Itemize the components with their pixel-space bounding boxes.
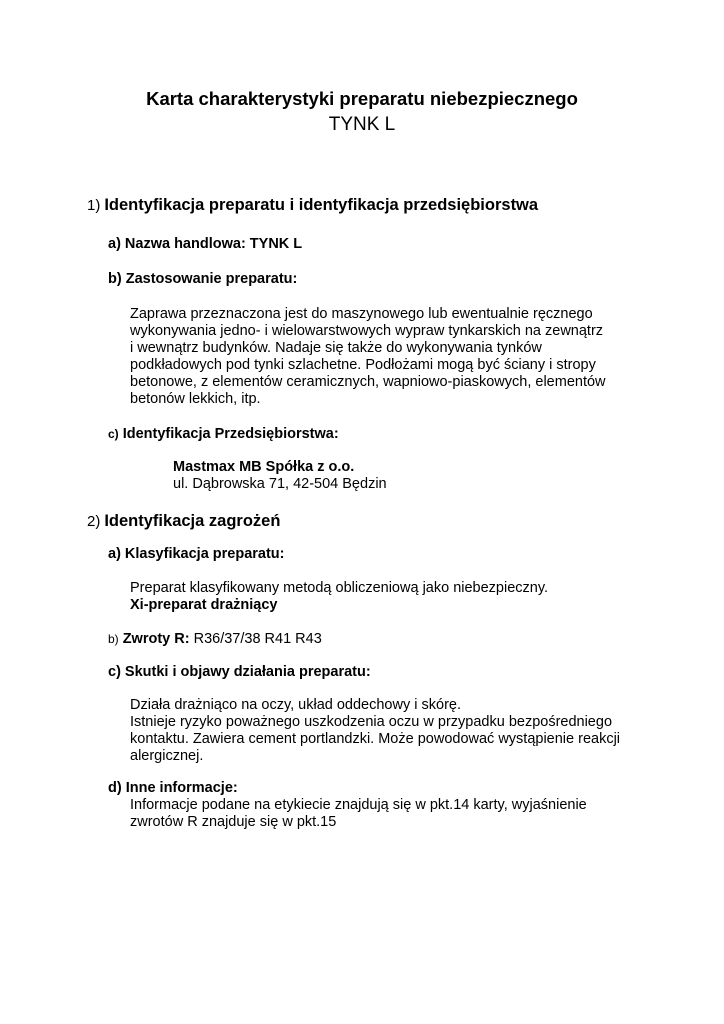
section-1c-label: Identyfikacja Przedsiębiorstwa: <box>122 426 339 442</box>
section-1-heading <box>87 196 538 215</box>
text-line: zwrotów R znajduje się w pkt.15 <box>130 814 337 830</box>
company-name: Mastmax MB Spółka z o.o. <box>173 459 355 475</box>
text-line: Informacje podane na etykiecie znajdują się w pkt.14 karty, wyjaśnienie <box>130 797 587 813</box>
document-title: Karta charakterystyki preparatu niebezpiecznego <box>146 88 578 109</box>
text-line: betonów lekkich, itp. <box>130 391 261 407</box>
text-line: Zaprawa przeznaczona jest do maszynowego lub ewentualnie ręcznego <box>130 306 593 322</box>
section-2-title: Identyfikacja zagrożeń <box>104 512 281 530</box>
text-line: kontaktu. Zawiera cement portlandzki. Może powodować wystąpienie reakcji <box>130 731 621 747</box>
section-2c-text <box>130 697 620 765</box>
text-line: alergicznej. <box>130 748 204 764</box>
company-address: ul. Dąbrowska 71, 42-504 Będzin <box>173 476 387 492</box>
section-2b-label: Zwroty R: <box>122 631 190 647</box>
section-2d-text <box>130 797 587 831</box>
section-1-title: Identyfikacja preparatu i identyfikacja przedsiębiorstwa <box>104 196 539 214</box>
section-2b-letter: b) <box>108 632 119 646</box>
section-1c-heading <box>108 426 339 442</box>
text-line: podkładowych pod tynki szlachetne. Podłożami mogą być ściany i stropy <box>130 357 596 373</box>
text-line: wykonywania jedno- i wielowarstwowych wypraw tynkarskich na zewnątrz <box>130 323 604 339</box>
section-2d-label: d) Inne informacje: <box>108 780 238 796</box>
section-1b-text <box>130 306 606 408</box>
section-1c-letter: c) <box>108 427 119 441</box>
classification-value: Xi-preparat drażniący <box>130 597 278 613</box>
text-line: i wewnątrz budynków. Nadaje się także do wykonywania tynków <box>130 340 542 356</box>
section-2c-label: c) Skutki i objawy działania preparatu: <box>108 664 371 680</box>
risk-phrases-value: R36/37/38 R41 R43 <box>193 631 322 647</box>
company-block <box>173 459 387 493</box>
text-line: betonowe, z elementów ceramicznych, wapniowo-piaskowych, elementów <box>130 374 606 390</box>
section-2-number: 2) <box>87 513 101 530</box>
section-2a-label: a) Klasyfikacja preparatu: <box>108 546 285 562</box>
text-line: Istnieje ryzyko poważnego uszkodzenia oczu w przypadku bezpośredniego <box>130 714 613 730</box>
section-1a-trade-name: a) Nazwa handlowa: TYNK L <box>108 236 303 252</box>
section-2-heading <box>87 512 280 531</box>
product-name: TYNK L <box>328 114 396 135</box>
section-2a-text <box>130 580 548 614</box>
section-2b-risk-phrases <box>108 631 322 647</box>
text-line: Działa drażniąco na oczy, układ oddechowy i skórę. <box>130 697 461 713</box>
text-line: Preparat klasyfikowany metodą obliczeniową jako niebezpieczny. <box>130 580 549 596</box>
section-1-number: 1) <box>87 197 101 214</box>
section-1b-label: b) Zastosowanie preparatu: <box>108 271 298 287</box>
